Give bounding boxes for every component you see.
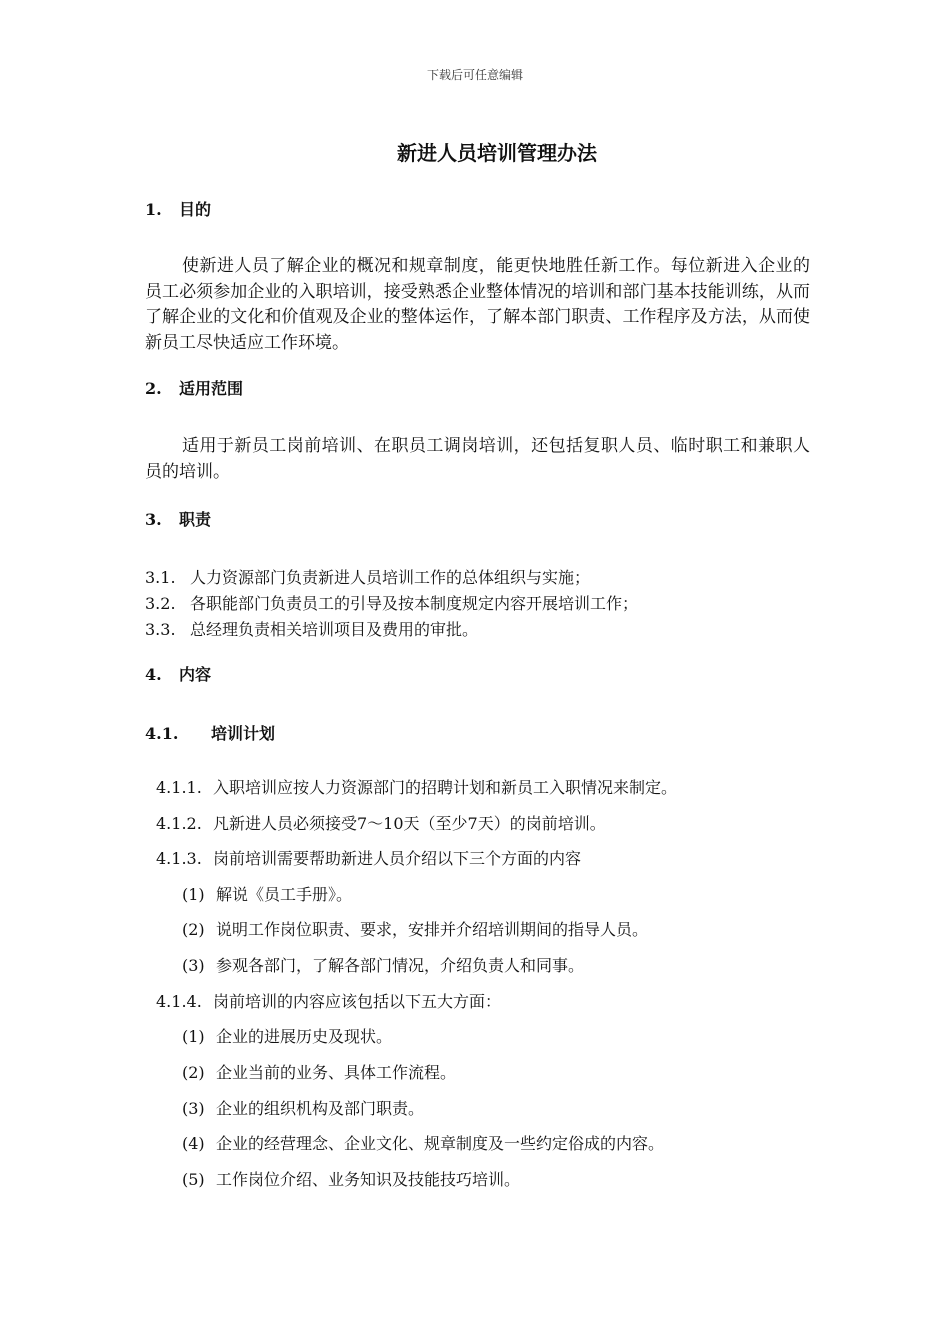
section-number: 3. — [145, 510, 162, 529]
item-text: 工作岗位介绍、业务知识及技能技巧培训。 — [216, 1170, 521, 1189]
list-item — [182, 1024, 392, 1047]
section-number: 2. — [145, 379, 162, 398]
item-text: 入职培训应按人力资源部门的招聘计划和新员工入职情况来制定。 — [213, 778, 678, 797]
item-number: 3.2. — [145, 594, 176, 613]
section-1-body: 使新进人员了解企业的概况和规章制度，能更快地胜任新工作。每位新进入企业的员工必须参加企业的入职培训，接受熟悉企业整体情况的培训和部门基本技能训练，从而了解企业的文化和价值观及企业的整体运作，了解本部门职责、工作程序及方法，从而使新员工尽快适应工作环境。 — [145, 256, 810, 353]
section-heading-1 — [145, 197, 211, 220]
item-number: (5) — [182, 1170, 205, 1189]
item-text: 说明工作岗位职责、要求，安排并介绍培训期间的指导人员。 — [216, 920, 649, 939]
list-item — [182, 882, 352, 905]
subsection-title: 培训计划 — [211, 724, 276, 743]
section-number: 4. — [145, 665, 162, 684]
item-text: 企业当前的业务、具体工作流程。 — [216, 1063, 457, 1082]
item-text: 企业的组织机构及部门职责。 — [216, 1099, 425, 1118]
section-title: 适用范围 — [179, 379, 244, 398]
item-number: (1) — [182, 1027, 205, 1046]
item-number: 4.1.2. — [156, 814, 202, 833]
document-title: 新进人员培训管理办法 — [397, 141, 597, 165]
list-item — [156, 811, 606, 834]
subsection-heading — [145, 721, 275, 744]
list-item — [156, 989, 501, 1012]
item-text: 企业的进展历史及现状。 — [216, 1027, 393, 1046]
list-item — [182, 1167, 520, 1190]
item-number: (4) — [182, 1134, 205, 1153]
item-number: (3) — [182, 1099, 205, 1118]
item-number: (2) — [182, 920, 205, 939]
list-item — [145, 591, 638, 614]
item-number: 4.1.3. — [156, 849, 202, 868]
section-heading-3 — [145, 507, 211, 530]
item-text: 总经理负责相关培训项目及费用的审批。 — [190, 620, 479, 639]
section-heading-2 — [145, 376, 243, 399]
section-2-body: 适用于新员工岗前培训、在职员工调岗培训，还包括复职人员、临时职工和兼职人员的培训。 — [145, 436, 810, 482]
item-number: 3.3. — [145, 620, 176, 639]
list-item — [182, 953, 584, 976]
section-title: 职责 — [179, 510, 212, 529]
section-title: 内容 — [179, 665, 212, 684]
item-number: 3.1. — [145, 568, 176, 587]
list-item — [145, 617, 478, 640]
item-number: 4.1.1. — [156, 778, 202, 797]
list-item — [145, 565, 590, 588]
item-text: 凡新进人员必须接受7～10天（至少7天）的岗前培训。 — [213, 814, 606, 833]
section-number: 1. — [145, 200, 162, 219]
item-text: 岗前培训需要帮助新进人员介绍以下三个方面的内容 — [213, 849, 582, 868]
list-item — [156, 775, 677, 798]
list-item — [182, 1060, 456, 1083]
item-number: (3) — [182, 956, 205, 975]
item-number: (1) — [182, 885, 205, 904]
page-header-note: 下载后可任意编辑 — [426, 68, 523, 82]
item-text: 岗前培训的内容应该包括以下五大方面： — [213, 992, 502, 1011]
section-heading-4 — [145, 662, 211, 685]
list-item — [182, 1096, 424, 1119]
item-text: 企业的经营理念、企业文化、规章制度及一些约定俗成的内容。 — [216, 1134, 665, 1153]
list-item — [156, 846, 581, 869]
item-text: 人力资源部门负责新进人员培训工作的总体组织与实施； — [190, 568, 591, 587]
item-text: 解说《员工手册》。 — [216, 885, 353, 904]
item-number: (2) — [182, 1063, 205, 1082]
list-item — [182, 1131, 664, 1154]
item-text: 参观各部门，了解各部门情况，介绍负责人和同事。 — [216, 956, 585, 975]
item-number: 4.1.4. — [156, 992, 202, 1011]
list-item — [182, 917, 648, 940]
section-title: 目的 — [179, 200, 212, 219]
item-text: 各职能部门负责员工的引导及按本制度规定内容开展培训工作； — [190, 594, 639, 613]
subsection-number: 4.1. — [145, 724, 179, 743]
